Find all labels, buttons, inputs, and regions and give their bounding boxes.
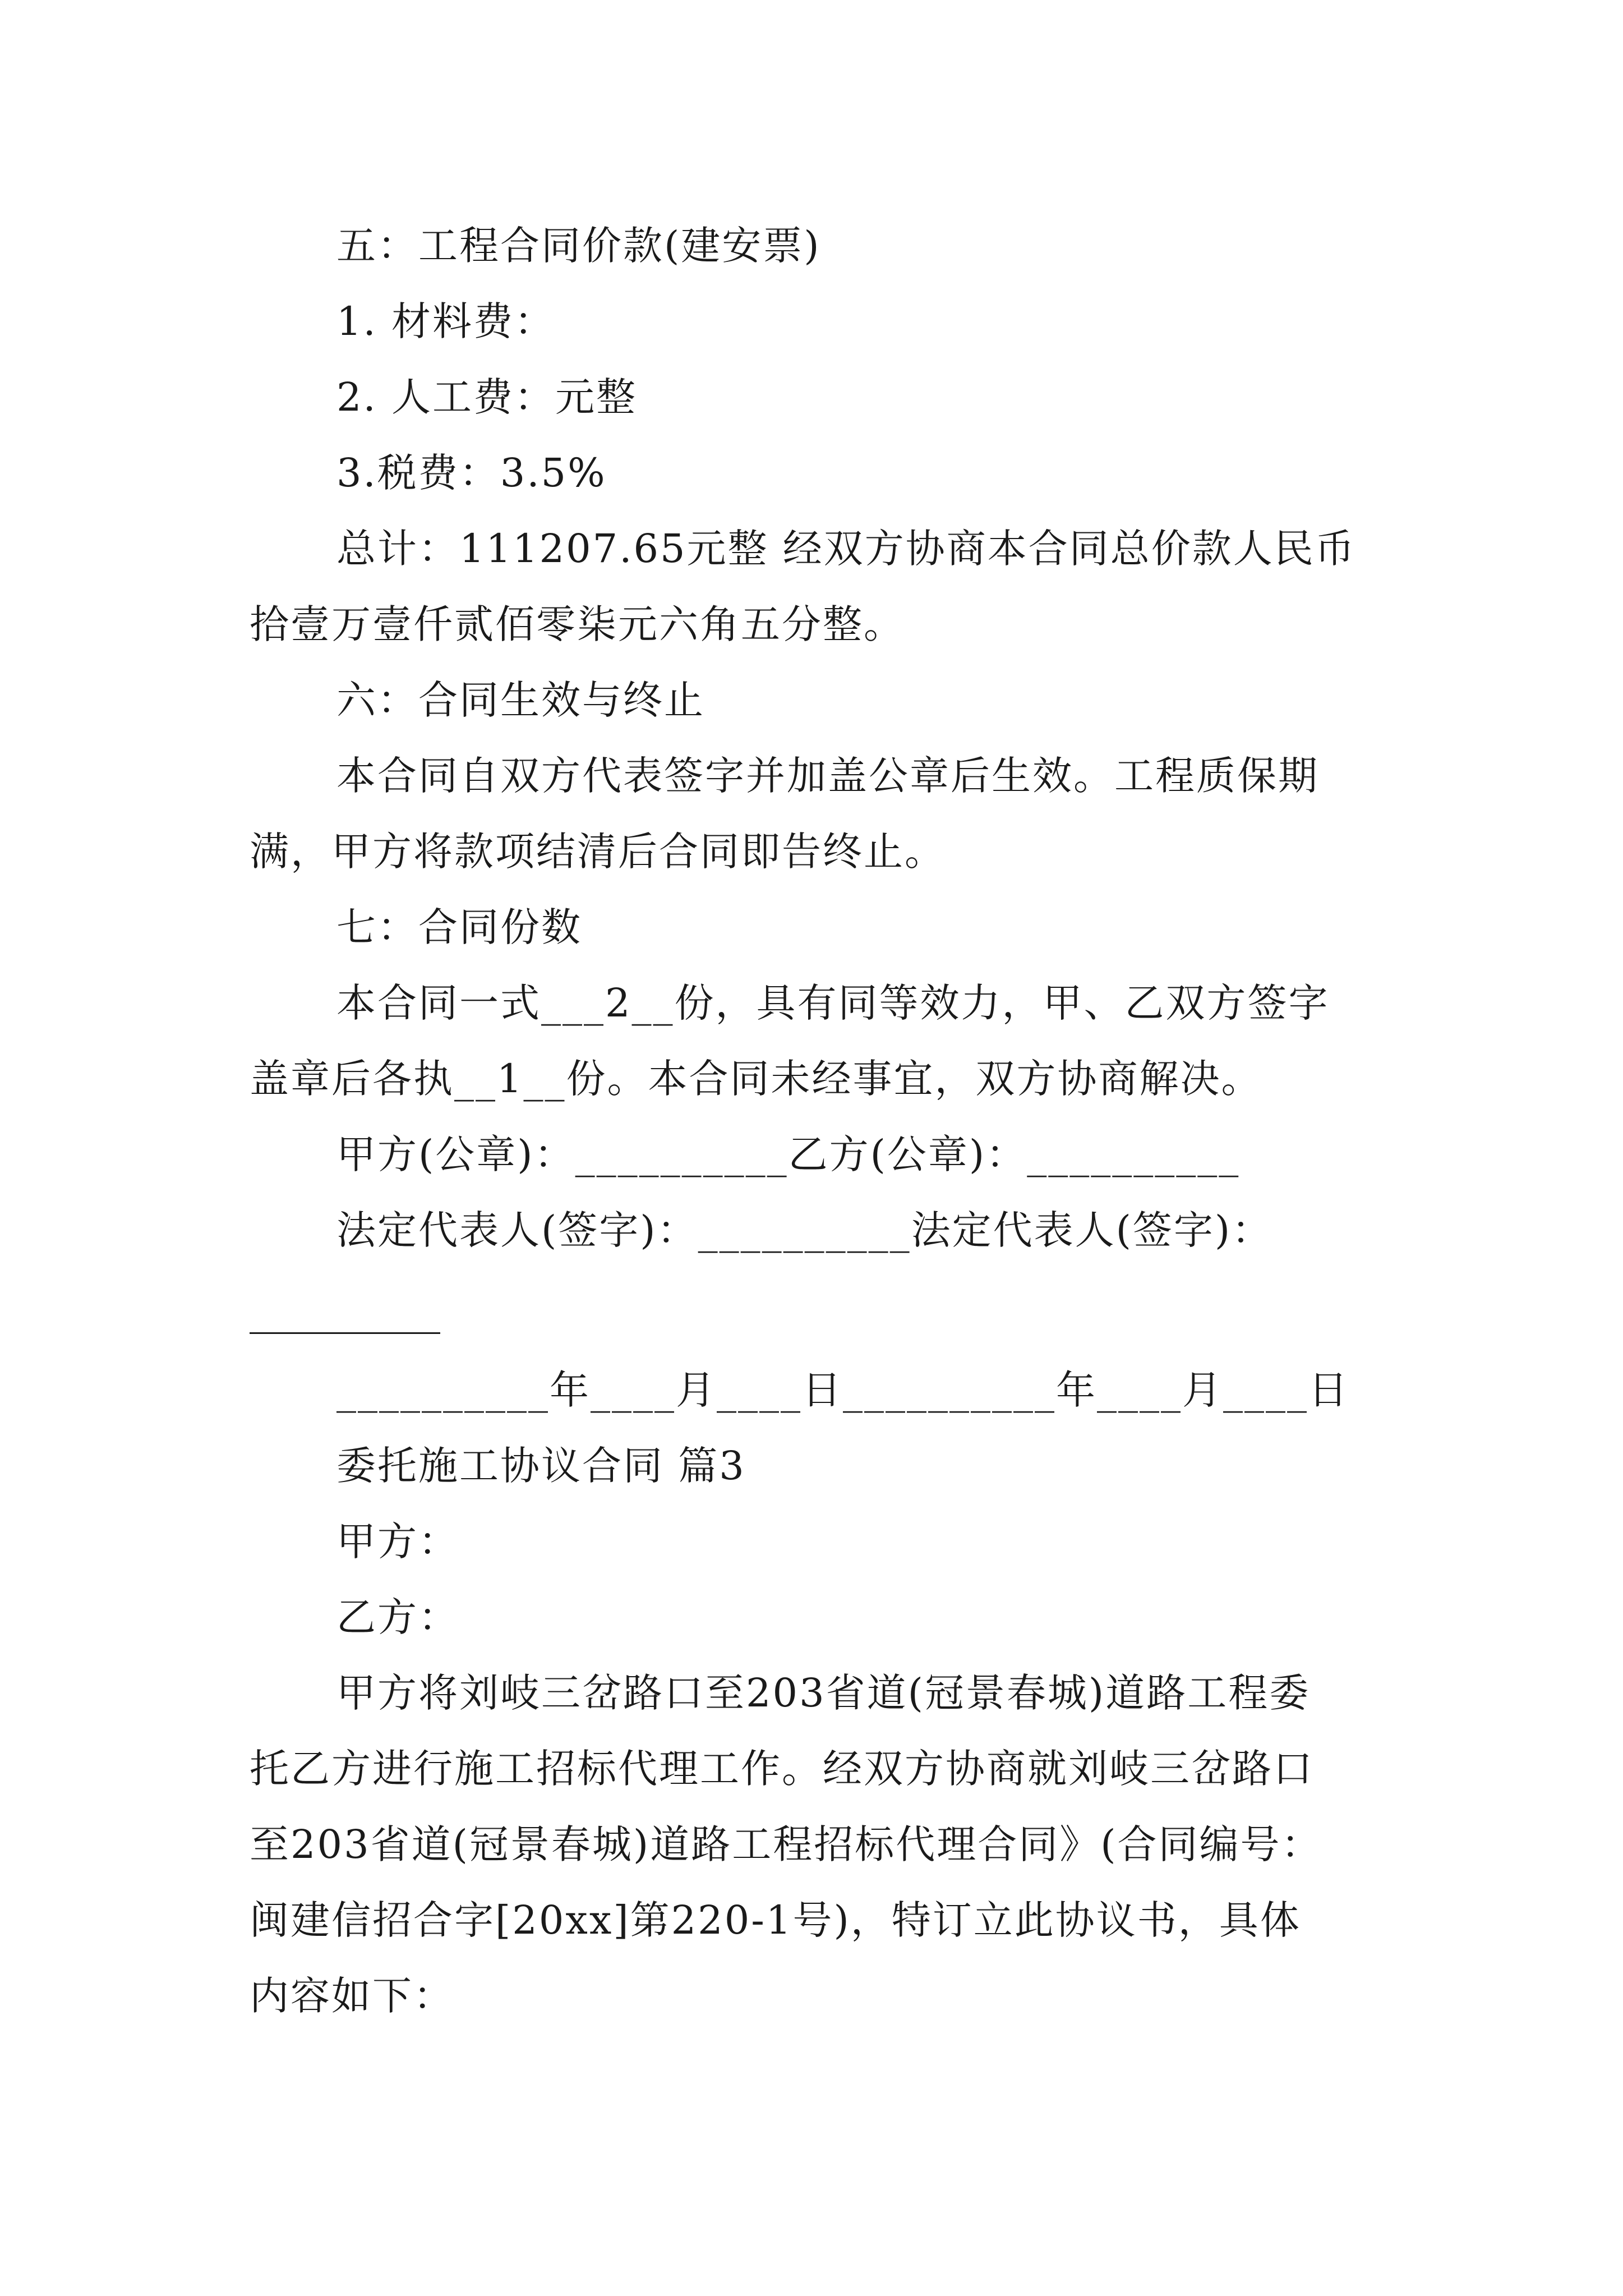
party-a-label: 甲方：	[336, 1519, 459, 1565]
agreement-paragraph-line-4: 闽建信招合字[20xx]第220-1号)，特订立此协议书，具体	[250, 1897, 1301, 1943]
total-line-2: 拾壹万壹仟贰佰零柒元六角五分整。	[250, 601, 905, 647]
item-labor-fee: 2. 人工费：元整	[336, 374, 638, 420]
party-seal-line: 甲方(公章)：__________乙方(公章)：__________	[336, 1131, 1241, 1177]
effect-paragraph-line-2: 满，甲方将款项结清后合同即告终止。	[250, 829, 946, 875]
item-material-fee: 1. 材料费：	[336, 298, 556, 344]
date-line: __________年____月____日__________年____月____日	[336, 1367, 1349, 1413]
representative-signature-line: 法定代表人(签字)：__________法定代表人(签字)：	[336, 1207, 1273, 1253]
section-five-heading: 五：工程合同价款(建安票)	[336, 223, 821, 269]
article-three-title: 委托施工协议合同 篇3	[336, 1443, 746, 1489]
party-b-label: 乙方：	[336, 1594, 459, 1640]
agreement-paragraph-line-1: 甲方将刘岐三岔路口至203省道(冠景春城)道路工程委	[336, 1670, 1311, 1716]
total-line-1: 总计：111207.65元整 经双方协商本合同总价款人民币	[336, 526, 1356, 572]
copies-paragraph-line-1: 本合同一式___2__份，具有同等效力，甲、乙双方签字	[336, 980, 1330, 1026]
copies-paragraph-line-2: 盖章后各执__1__份。本合同未经事宜，双方协商解决。	[250, 1056, 1262, 1102]
agreement-paragraph-line-2: 托乙方进行施工招标代理工作。经双方协商就刘岐三岔路口	[250, 1746, 1314, 1792]
item-tax-fee: 3.税费：3.5%	[336, 450, 607, 496]
section-six-heading: 六：合同生效与终止	[336, 677, 705, 723]
signature-blank	[250, 1332, 440, 1334]
agreement-paragraph-line-3: 至203省道(冠景春城)道路工程招标代理合同》(合同编号：	[250, 1821, 1322, 1867]
effect-paragraph-line-1: 本合同自双方代表签字并加盖公章后生效。工程质保期	[336, 753, 1319, 799]
agreement-paragraph-line-5: 内容如下：	[250, 1973, 454, 2019]
section-seven-heading: 七：合同份数	[336, 904, 582, 950]
